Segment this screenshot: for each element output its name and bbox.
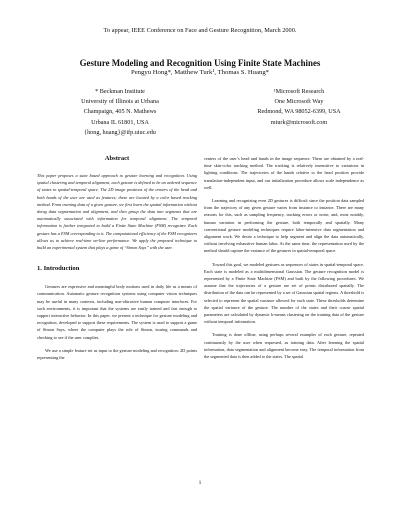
affiliation-line: University of Illinois at Urbana [81,98,159,106]
intro-paragraph: We use a simple feature set as input to the gesture modeling and recognition: 2D points representing the [37,347,197,361]
left-column [37,155,197,367]
affiliation-line: ¹Microsoft Research [273,88,325,95]
body-paragraph: Learning and recognizing even 2D gestures is difficult since the position data sampled from the trajectory of any given gesture varies from instance to instance. There are many reasons for this, such as sampling frequency, tracking errors or noise, and, most notably, human variation in performing the gesture, both temporally and spatially. Many conventional gesture modeling techniques require labor-intensive data segmentation and alignment work. We desire a technique to help segment and align the data automatically, without involving exhaustive human labor. At the same time, the representation used by the method should capture the variance of the gestures in spatial-temporal space. [204,198,364,254]
page-number: 1 [198,480,202,486]
section-heading-introduction: 1. Introduction [37,265,80,273]
affiliation-line: One Microsoft Way [274,98,324,106]
intro-paragraph: Gestures are expressive and meaningful body motions used in daily life as a means of communication. Automatic gesture recognition systems using computer vision techniques may be useful in many contexts, including non-obtrusive human computer interfaces. For such environments, it is important that the systems are easily trained and fast enough to support interactive behavior. In this paper, we present a technique for gesture modeling and recognition, developed to support these requirements. The system is used to support a game of Simon Says, where the computer plays the role of Simon, issuing commands and checking to see if the user complies. [37,284,197,340]
right-column [204,155,364,366]
conference-note: To appear, IEEE Conference on Face and Gesture Recognition, March 2000. [103,27,297,34]
affiliation-right [224,87,374,128]
paper-title: Gesture Modeling and Recognition Using Finite State Machines [79,58,321,68]
abstract-text: This paper proposes a state based approach to gesture learning and recognition. Using spatial clustering and temporal alignment, each gesture is defined to be an ordered sequence of states in spatial-temporal space. The 2D image positions of the centers of the head and both hands of the user are used as features; these are located by a color based tracking method. From training data of a given gesture, we first learn the spatial information without doing data segmentation and alignment, and then group the data into segments that are automatically associated with information for temporal alignment. The temporal information is further integrated to build a Finite State Machine (FSM) recognizer. Each gesture has a FSM corresponding to it. The computational efficiency of the FSM recognizers allows us to achieve real-time on-line performance. We apply the proposed technique to build an experimental system that plays a game of “Simon Says” with the user. [37,173,197,251]
author-list: Pengyu Hong*, Matthew Turk¹, Thomas S. Huang* [130,69,270,76]
affiliation-line: Urbana IL 61801, USA [91,118,149,126]
affiliation-email: mturk@microsoft.com [270,118,328,126]
abstract-heading: Abstract [104,155,130,162]
body-paragraph: Training is done offline, using perhaps several examples of each gesture, repeated continuously by the user when requested, as training data. After learning the spatial information, data segmentation and alignment become easy. The temporal information from the segmented data is then added to the states. The spatial [204,332,364,360]
affiliation-left [45,87,195,138]
affiliation-line: Redmond, WA 98052-6399, USA [257,108,341,116]
affiliation-line: * Beckman Institute [95,88,145,95]
body-paragraph: Toward this goal, we modeled gestures as sequences of states in spatial-temporal space. Each state is modeled as a multidimensional Gaussian. The gesture recognition model is represented by a Finite State Machine (FSM) and built by the following procedures. We assume that the trajectories of a gesture are set of points distributed spatially. The distribution of the data can be represented by a set of Gaussian spatial regions. A threshold is selected to represent the spatial variance allowed for each state. These thresholds determine the spatial variance of the gesture. The number of the states and their coarse spatial parameters are calculated by dynamic k-means clustering on the training data of the gesture without temporal information. [204,261,364,325]
affiliation-email: {hong, huang}@ifp.uiuc.edu [84,128,156,136]
affiliation-line: Champaign, 405 N. Mathews [83,108,157,116]
body-paragraph: centers of the user’s head and hands in the image sequence. These are obtained by a real-time skin-color tracking method. The tracking is relatively insensitive to variations in lighting conditions. The trajectories of the hands relative to the head position provide translation-independent input, and our initialization procedure allows scale independence as well. [204,156,364,190]
